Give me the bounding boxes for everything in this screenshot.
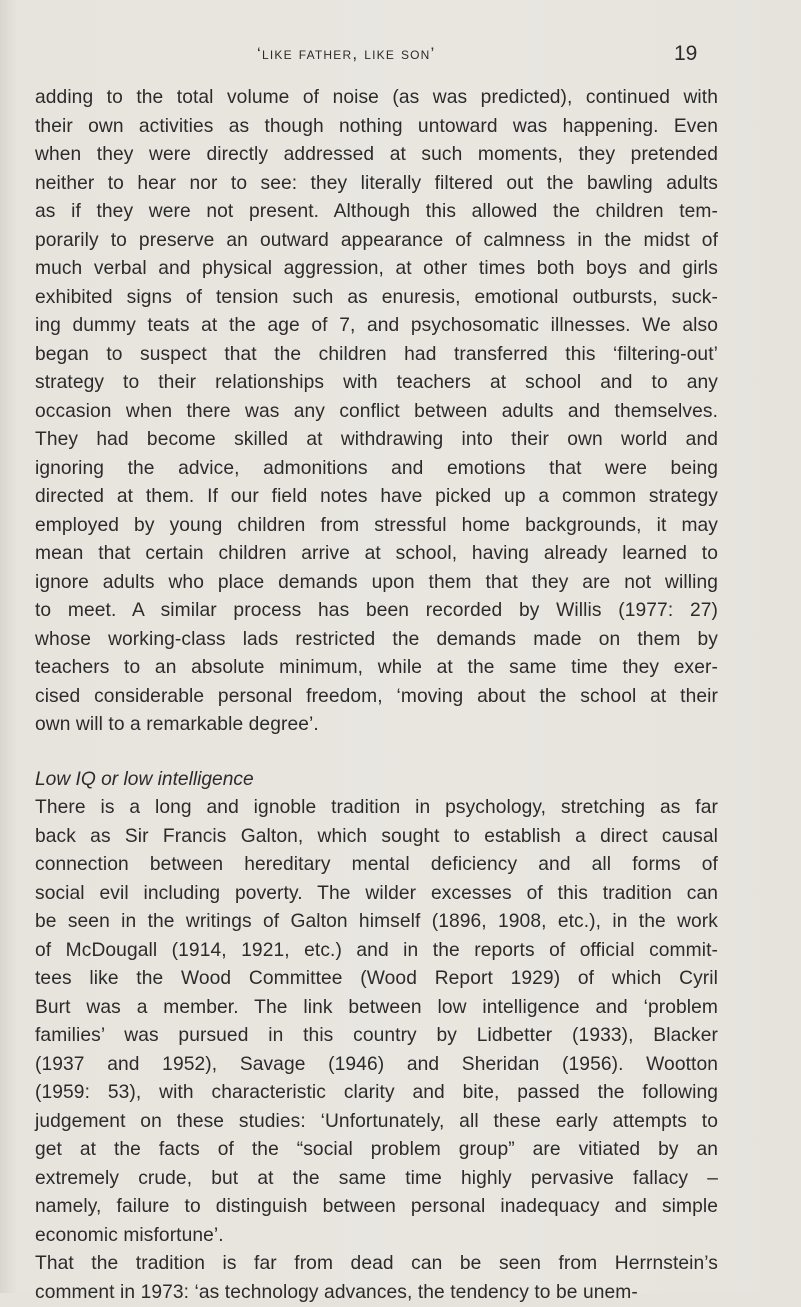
text-line: occasion when there was any conflict between adults and themselves. xyxy=(35,398,718,427)
text-line: be seen in the writings of Galton himself (1896, 1908, etc.), in the work xyxy=(35,908,718,937)
text-line: of McDougall (1914, 1921, etc.) and in the reports of official commit- xyxy=(35,937,718,966)
text-line: to meet. A similar process has been recorded by Willis (1977: 27) xyxy=(35,597,718,626)
text-line: extremely crude, but at the same time highly pervasive fallacy – xyxy=(35,1165,718,1194)
text-line: neither to hear nor to see: they literally filtered out the bawling adults xyxy=(35,170,718,199)
running-head xyxy=(0,40,801,70)
paragraph-1 xyxy=(35,84,718,740)
text-line: Burt was a member. The link between low intelligence and ‘problem xyxy=(35,994,718,1023)
page-body xyxy=(35,84,718,1307)
text-line: teachers to an absolute minimum, while at the same time they exer- xyxy=(35,654,718,683)
text-line: directed at them. If our field notes have picked up a common strategy xyxy=(35,483,718,512)
page-number: 19 xyxy=(674,42,697,66)
text-line: their own activities as though nothing untoward was happening. Even xyxy=(35,113,718,142)
text-line: (1959: 53), with characteristic clarity and bite, passed the following xyxy=(35,1079,718,1108)
text-line: That the tradition is far from dead can be seen from Herrnstein’s xyxy=(35,1250,718,1279)
text-line: get at the facts of the “social problem group” are vitiated by an xyxy=(35,1136,718,1165)
text-line: began to suspect that the children had transferred this ‘filtering-out’ xyxy=(35,341,718,370)
text-line: There is a long and ignoble tradition in psychology, stretching as far xyxy=(35,794,718,823)
paragraph-2 xyxy=(35,794,718,1250)
text-line: back as Sir Francis Galton, which sought to establish a direct causal xyxy=(35,823,718,852)
text-line: as if they were not present. Although this allowed the children tem- xyxy=(35,198,718,227)
text-line: employed by young children from stressful home backgrounds, it may xyxy=(35,512,718,541)
text-line: own will to a remarkable degree’. xyxy=(35,711,718,740)
text-line: families’ was pursued in this country by Lidbetter (1933), Blacker xyxy=(35,1022,718,1051)
running-head-title: ‘like father, like son’ xyxy=(257,44,436,64)
text-line: (1937 and 1952), Savage (1946) and Sheridan (1956). Wootton xyxy=(35,1051,718,1080)
text-line: cised considerable personal freedom, ‘moving about the school at their xyxy=(35,683,718,712)
text-line: comment in 1973: ‘as technology advances, the tendency to be unem- xyxy=(35,1279,718,1307)
text-line: tees like the Wood Committee (Wood Report 1929) of which Cyril xyxy=(35,965,718,994)
text-line: when they were directly addressed at such moments, they pretended xyxy=(35,141,718,170)
text-line: judgement on these studies: ‘Unfortunately, all these early attempts to xyxy=(35,1108,718,1137)
text-line: porarily to preserve an outward appearance of calmness in the midst of xyxy=(35,227,718,256)
text-line: whose working-class lads restricted the demands made on them by xyxy=(35,626,718,655)
text-line: ing dummy teats at the age of 7, and psychosomatic illnesses. We also xyxy=(35,312,718,341)
text-line: namely, failure to distinguish between personal inadequacy and simple xyxy=(35,1193,718,1222)
text-line: exhibited signs of tension such as enuresis, emotional outbursts, suck- xyxy=(35,284,718,313)
text-line: social evil including poverty. The wilder excesses of this tradition can xyxy=(35,880,718,909)
text-line: mean that certain children arrive at school, having already learned to xyxy=(35,540,718,569)
text-line: ignoring the advice, admonitions and emotions that were being xyxy=(35,455,718,484)
section-heading: Low IQ or low intelligence xyxy=(35,766,718,795)
text-line: adding to the total volume of noise (as was predicted), continued with xyxy=(35,84,718,113)
paragraph-3 xyxy=(35,1250,718,1307)
text-line: ignore adults who place demands upon them that they are not willing xyxy=(35,569,718,598)
text-line: much verbal and physical aggression, at other times both boys and girls xyxy=(35,255,718,284)
text-line: economic misfortune’. xyxy=(35,1222,718,1251)
text-line: They had become skilled at withdrawing into their own world and xyxy=(35,426,718,455)
text-line: strategy to their relationships with teachers at school and to any xyxy=(35,369,718,398)
text-line: connection between hereditary mental deficiency and all forms of xyxy=(35,851,718,880)
